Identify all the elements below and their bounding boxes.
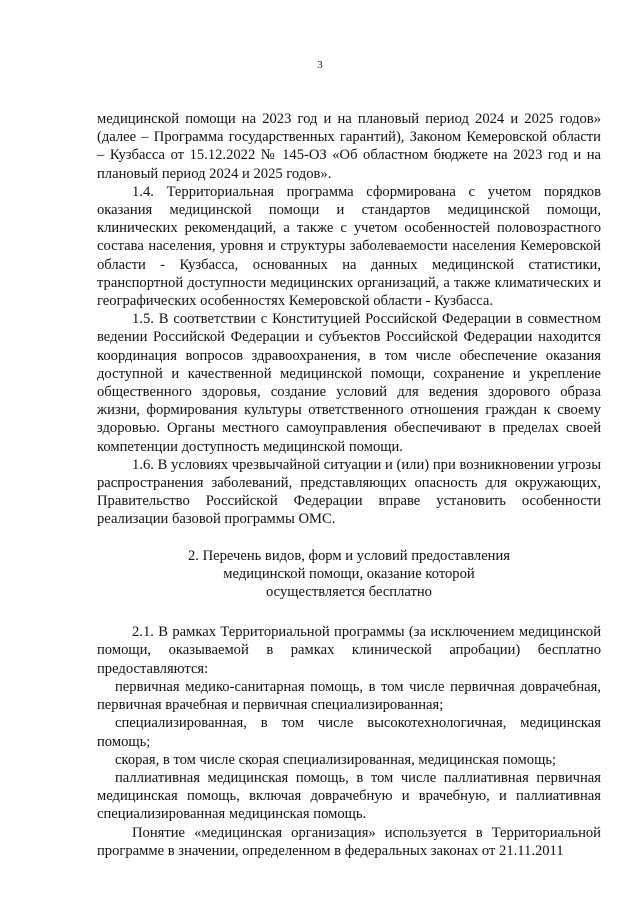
- page-number: 3: [317, 59, 323, 71]
- section-heading-line-3: осуществляется бесплатно: [266, 584, 432, 601]
- list-item-emergency-care: скорая, в том числе скорая специализированная, медицинская помощь;: [115, 751, 557, 768]
- paragraph-1-6: 1.6. В условиях чрезвычайной ситуации и (или) при возникновении угрозы распространения заболеваний, представляющих опасность для окружающих, Правительство Российской Федерации вправе установить особенности реализации базовой программы ОМС.: [97, 456, 601, 528]
- paragraph-2-1: 2.1. В рамках Территориальной программы (за исключением медицинской помощи, оказываемой в рамках клинической апробации) бесплатно предоставляются:: [97, 624, 601, 677]
- list-item-specialized-care: специализированная, в том числе высокотехнологичная, медицинская помощь;: [97, 715, 601, 750]
- list-item-palliative-care: паллиативная медицинская помощь, в том числе паллиативная первичная медицинская помощь, включая доврачебную и врачебную, и паллиативная специализированная медицинская помощь.: [97, 769, 601, 823]
- list-item-primary-care: первичная медико-санитарная помощь, в том числе первичная доврачебная, первичная врачебная и первичная специализированная;: [97, 678, 601, 714]
- paragraph-continuation: медицинской помощи на 2023 год и на плановый период 2024 и 2025 годов» (далее – Программа государственных гарантий), Законом Кемеровской области – Кузбасса от 15.12.2022 № 145-ОЗ «Об областном бюджете на 2023 год и на плановый период 2024 и 2025 годов».: [97, 111, 601, 182]
- section-heading: [97, 547, 601, 602]
- section-heading-line-2: медицинской помощи, оказание которой: [223, 565, 475, 582]
- paragraph-1-4: 1.4. Территориальная программа сформирована с учетом порядков оказания медицинской помощи и стандартов медицинской помощи, клинических рекомендаций, а также с учетом особенностей половозрастного состава населения, уровня и структуры заболеваемости населения Кемеровской области - Кузбасса, основанных на данных медицинской статистики, транспортной доступности медицинских организаций, а также климатических и географических особенностях Кемеровской области - Кузбасса.: [97, 183, 601, 310]
- document-body: [97, 110, 601, 860]
- paragraph-medical-organization: Понятие «медицинская организация» используется в Территориальной программе в значении, определенном в федеральных законах от 21.11.2011: [97, 824, 601, 859]
- section-heading-line-1: 2. Перечень видов, форм и условий предоставления: [187, 547, 511, 564]
- paragraph-1-5: 1.5. В соответствии с Конституцией Российской Федерации в совместном ведении Российской Федерации и субъектов Российской Федерации находится координация вопросов здравоохранения, в том числе обеспечение оказания доступной и качественной медицинской помощи, сохранение и укрепление общественного здоровья, создание условий для ведения здорового образа жизни, формирования культуры ответственного отношения граждан к своему здоровью. Органы местного самоуправления обеспечивают в пределах своей компетенции доступность медицинской помощи.: [97, 311, 601, 455]
